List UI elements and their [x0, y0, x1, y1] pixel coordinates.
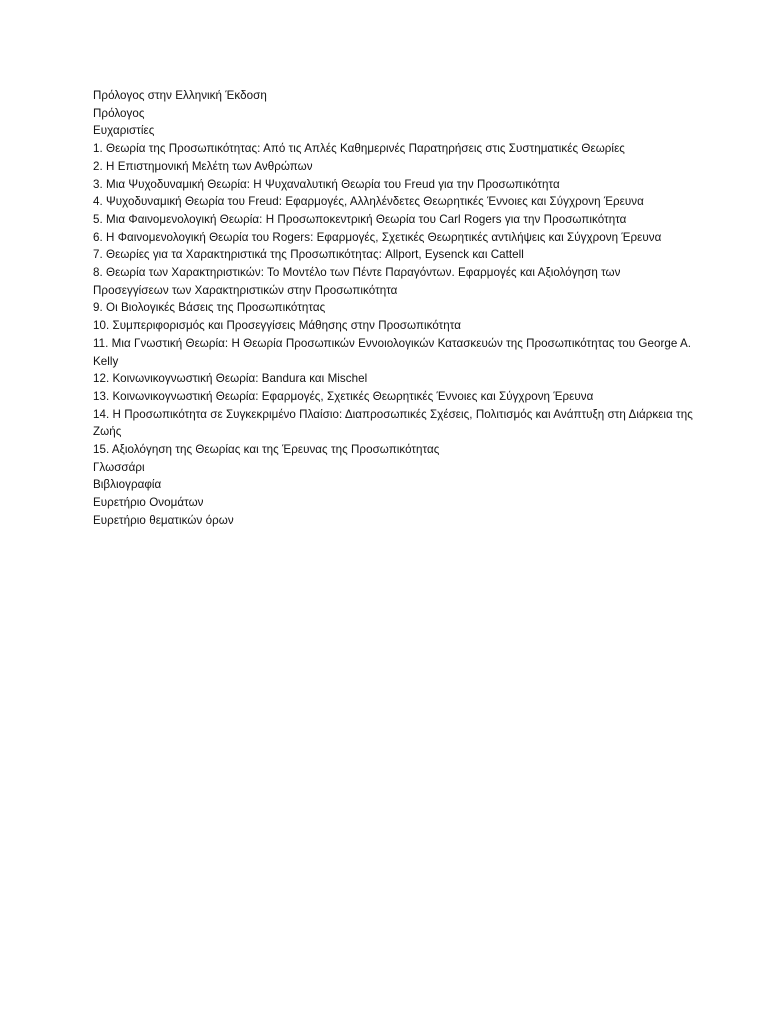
toc-entry: Πρόλογος — [93, 106, 145, 120]
toc-entry: 13. Κοινωνικογνωστική Θεωρία: Εφαρμογές, Σχετικές Θεωρητικές Έννοιες και Σύγχρονη Έρευνα — [93, 389, 594, 403]
toc-entry: 5. Μια Φαινομενολογική Θεωρία: Η Προσωποκεντρική Θεωρία του Carl Rogers για την Προσωπικότητα — [93, 212, 627, 226]
toc-entry: 2. Η Επιστημονική Μελέτη των Ανθρώπων — [93, 159, 313, 173]
table-of-contents — [93, 87, 693, 530]
toc-entry: 10. Συμπεριφορισμός και Προσεγγίσεις Μάθησης στην Προσωπικότητα — [93, 319, 462, 333]
toc-entry: Ευρετήριο θεματικών όρων — [93, 513, 234, 527]
toc-entry: 1. Θεωρία της Προσωπικότητας: Από τις Απλές Καθημερινές Παρατηρήσεις στις Συστηματικές Θεωρίες — [93, 142, 625, 156]
toc-entry: Ευρετήριο Ονομάτων — [93, 496, 204, 510]
toc-entry: 12. Κοινωνικογνωστική Θεωρία: Bandura και Mischel — [93, 372, 368, 386]
toc-entry: Ευχαριστίες — [93, 124, 155, 138]
toc-entry: 15. Αξιολόγηση της Θεωρίας και της Έρευνας της Προσωπικότητας — [93, 443, 440, 457]
toc-entry: 11. Μια Γνωστική Θεωρία: Η Θεωρία Προσωπικών Εννοιολογικών Κατασκευών της Προσωπικότητας του George A. Kelly — [93, 336, 692, 368]
toc-entry: 4. Ψυχοδυναμική Θεωρία του Freud: Εφαρμογές, Αλληλένδετες Θεωρητικές Έννοιες και Σύγχρονη Έρευνα — [93, 195, 644, 209]
toc-entry: Βιβλιογραφία — [93, 478, 162, 492]
toc-entry: 8. Θεωρία των Χαρακτηριστικών: Το Μοντέλο των Πέντε Παραγόντων. Εφαρμογές και Αξιολόγηση των Προσεγγίσεων των Χαρακτηριστικών στην Προσωπικότητα — [93, 266, 621, 297]
toc-entry: 6. Η Φαινομενολογική Θεωρία του Rogers: Εφαρμογές, Σχετικές Θεωρητικές αντιλήψεις και Σύγχρονη Έρευνα — [93, 230, 662, 244]
toc-entry: 3. Μια Ψυχοδυναμική Θεωρία: Η Ψυχαναλυτική Θεωρία του Freud για την Προσωπικότητα — [93, 177, 560, 191]
toc-entry: Πρόλογος στην Ελληνική Έκδοση — [93, 89, 267, 102]
toc-entry: 14. Η Προσωπικότητα σε Συγκεκριμένο Πλαίσιο: Διαπροσωπικές Σχέσεις, Πολιτισμός και Ανάπτυξη στη Διάρκεια της Ζωής — [93, 407, 693, 439]
toc-entry: 7. Θεωρίες για τα Χαρακτηριστικά της Προσωπικότητας: Allport, Eysenck και Cattell — [93, 248, 524, 262]
toc-entry: Γλωσσάρι — [93, 460, 145, 474]
toc-entry: 9. Οι Βιολογικές Βάσεις της Προσωπικότητας — [93, 301, 326, 315]
